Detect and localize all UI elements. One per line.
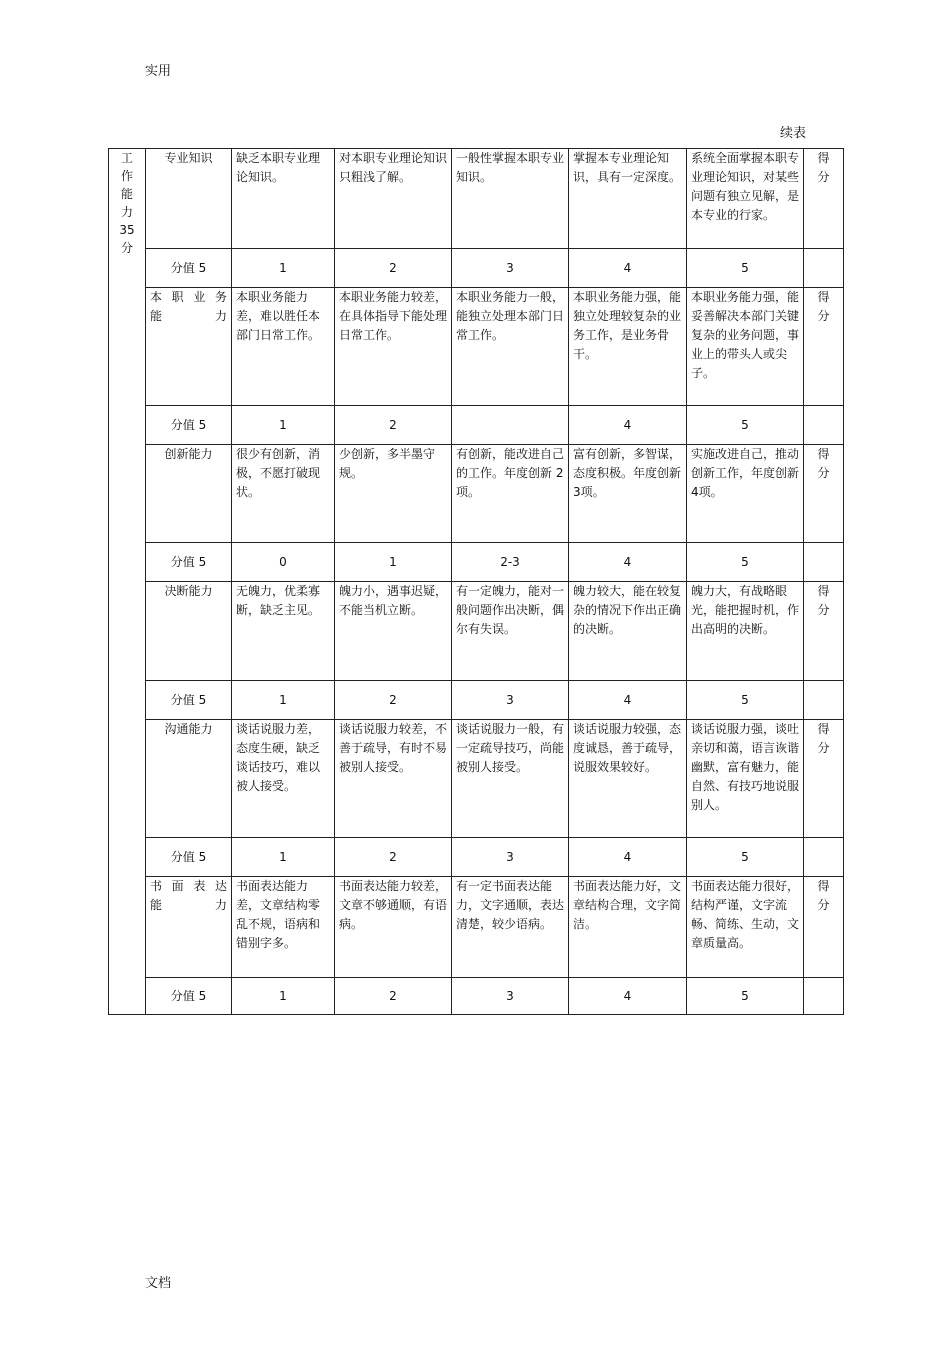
value-label: 分值 5 [146,406,232,445]
criterion-row [109,445,844,543]
section-label-char: 力 [120,205,133,219]
value-cell-1: 1 [232,978,335,1015]
score-label-char: 分 [817,170,830,184]
level-description-4: 魄力较大，能在较复杂的情况下作出正确的决断。 [569,582,687,681]
value-label: 分值 5 [146,838,232,877]
level-description-4: 掌握本专业理论知识，具有一定深度。 [569,149,687,249]
criterion-name-line: 创新能力 [164,447,213,461]
criterion-row [109,288,844,406]
criterion-name [146,720,232,838]
value-cell-4: 4 [569,249,687,288]
score-label-char: 分 [817,741,830,755]
level-description-2: 魄力小，遇事迟疑，不能当机立断。 [335,582,452,681]
score-input-cell[interactable] [804,543,844,582]
criterion-name-line: 本职业务 [150,290,227,304]
value-cell-3: 3 [452,838,569,877]
page-footer-text: 文档 [145,1276,172,1291]
criterion-row [109,720,844,838]
level-description-4: 谈话说服力较强，态度诚恳，善于疏导，说服效果较好。 [569,720,687,838]
level-description-4: 书面表达能力好，文章结构合理，文字简洁。 [569,877,687,978]
score-label-char: 分 [817,309,830,323]
value-cell-5: 5 [687,406,804,445]
level-description-3: 有一定书面表达能力，文字通顺，表达清楚，较少语病。 [452,877,569,978]
value-cell-3: 2-3 [452,543,569,582]
value-label: 分值 5 [146,249,232,288]
level-description-5: 实施改进自己，推动创新工作，年度创新 4项。 [687,445,804,543]
level-description-3: 一般性掌握本职专业知识。 [452,149,569,249]
level-description-3: 谈话说服力一般，有一定疏导技巧，尚能被别人接受。 [452,720,569,838]
value-row [109,543,844,582]
evaluation-table [108,148,844,1015]
level-description-3: 有一定魄力，能对一般问题作出决断，偶尔有失误。 [452,582,569,681]
score-cell[interactable] [804,582,844,681]
criterion-name-line: 书面表达 [150,879,227,893]
level-description-1: 本职业务能力差，难以胜任本部门日常工作。 [232,288,335,406]
score-label-char: 分 [817,603,830,617]
level-description-2: 谈话说服力较差，不善于疏导，有时不易被别人接受。 [335,720,452,838]
score-input-cell[interactable] [804,249,844,288]
score-label-char: 得 [817,584,830,598]
level-description-2: 书面表达能力较差，文章不够通顺，有语病。 [335,877,452,978]
criterion-name-line: 专业知识 [164,151,213,165]
score-cell[interactable] [804,720,844,838]
level-description-5: 系统全面掌握本职专业理论知识，对某些问题有独立见解，是本专业的行家。 [687,149,804,249]
score-label-char: 得 [817,722,830,736]
score-input-cell[interactable] [804,406,844,445]
section-label-char: 能 [120,187,133,201]
level-description-5: 魄力大，有战略眼光，能把握时机，作出高明的决断。 [687,582,804,681]
level-description-5: 谈话说服力强，谈吐亲切和蔼，语言诙谐幽默，富有魅力，能自然、有技巧地说服别人。 [687,720,804,838]
criterion-row [109,582,844,681]
level-description-3: 本职业务能力一般，能独立处理本部门日常工作。 [452,288,569,406]
section-label-char: 分 [120,241,133,255]
value-label: 分值 5 [146,681,232,720]
value-cell-4: 4 [569,978,687,1015]
level-description-5: 本职业务能力强，能妥善解决本部门关键复杂的业务问题，事业上的带头人或尖子。 [687,288,804,406]
value-cell-3 [452,406,569,445]
level-description-2: 本职业务能力较差，在具体指导下能处理日常工作。 [335,288,452,406]
level-description-2: 少创新，多半墨守规。 [335,445,452,543]
value-cell-4: 4 [569,543,687,582]
score-label-char: 分 [817,466,830,480]
value-cell-5: 5 [687,249,804,288]
score-cell[interactable] [804,877,844,978]
level-description-1: 无魄力，优柔寡断，缺乏主见。 [232,582,335,681]
page-header-text: 实用 [145,64,172,79]
criterion-name-line: 能力 [150,309,227,323]
criterion-name [146,877,232,978]
value-cell-2: 2 [335,249,452,288]
value-cell-5: 5 [687,978,804,1015]
value-cell-2: 2 [335,681,452,720]
value-cell-1: 1 [232,406,335,445]
value-cell-4: 4 [569,406,687,445]
score-label-char: 得 [817,879,830,893]
score-input-cell[interactable] [804,838,844,877]
value-cell-4: 4 [569,838,687,877]
score-label-char: 得 [817,447,830,461]
level-description-2: 对本职专业理论知识只粗浅了解。 [335,149,452,249]
criterion-name [146,288,232,406]
value-row [109,978,844,1015]
criterion-row [109,877,844,978]
value-cell-1: 1 [232,249,335,288]
score-label-char: 分 [817,898,830,912]
value-cell-3: 3 [452,681,569,720]
level-description-1: 书面表达能力差，文章结构零乱不规，语病和错别字多。 [232,877,335,978]
value-cell-2: 2 [335,978,452,1015]
value-row [109,681,844,720]
level-description-4: 富有创新，多智谋，态度积极。年度创新 3项。 [569,445,687,543]
value-row [109,838,844,877]
value-label: 分值 5 [146,978,232,1015]
score-input-cell[interactable] [804,681,844,720]
level-description-1: 谈话说服力差，态度生硬，缺乏谈话技巧，难以被人接受。 [232,720,335,838]
value-row [109,406,844,445]
section-label-char: 工 [120,151,133,165]
criterion-name-line: 沟通能力 [164,722,213,736]
criterion-name-line: 决断能力 [164,584,213,598]
score-cell[interactable] [804,149,844,249]
criterion-name-line: 能力 [150,898,227,912]
value-cell-1: 1 [232,681,335,720]
section-label-work-ability [109,149,146,1015]
score-cell[interactable] [804,445,844,543]
value-cell-3: 3 [452,249,569,288]
section-label-char: 作 [120,169,133,183]
value-cell-2: 2 [335,838,452,877]
criterion-row [109,149,844,249]
score-label-char: 得 [817,151,830,165]
level-description-5: 书面表达能力很好，结构严谨，文字流畅、简练、生动，文章质量高。 [687,877,804,978]
continued-label: 续表 [780,126,807,141]
value-cell-1: 1 [232,838,335,877]
score-cell[interactable] [804,288,844,406]
level-description-1: 缺乏本职专业理论知识。 [232,149,335,249]
value-cell-1: 0 [232,543,335,582]
evaluation-table-body [109,149,844,1015]
criterion-name [146,582,232,681]
value-row [109,249,844,288]
level-description-4: 本职业务能力强，能独立处理较复杂的业务工作，是业务骨干。 [569,288,687,406]
value-cell-2: 1 [335,543,452,582]
value-cell-5: 5 [687,543,804,582]
value-label: 分值 5 [146,543,232,582]
value-cell-5: 5 [687,838,804,877]
criterion-name [146,445,232,543]
value-cell-5: 5 [687,681,804,720]
score-input-cell[interactable] [804,978,844,1015]
criterion-name [146,149,232,249]
level-description-3: 有创新，能改进自己的工作。年度创新 2项。 [452,445,569,543]
value-cell-3: 3 [452,978,569,1015]
level-description-1: 很少有创新，消极，不愿打破现状。 [232,445,335,543]
section-label-char: 35 [119,223,135,237]
value-cell-4: 4 [569,681,687,720]
value-cell-2: 2 [335,406,452,445]
score-label-char: 得 [817,290,830,304]
